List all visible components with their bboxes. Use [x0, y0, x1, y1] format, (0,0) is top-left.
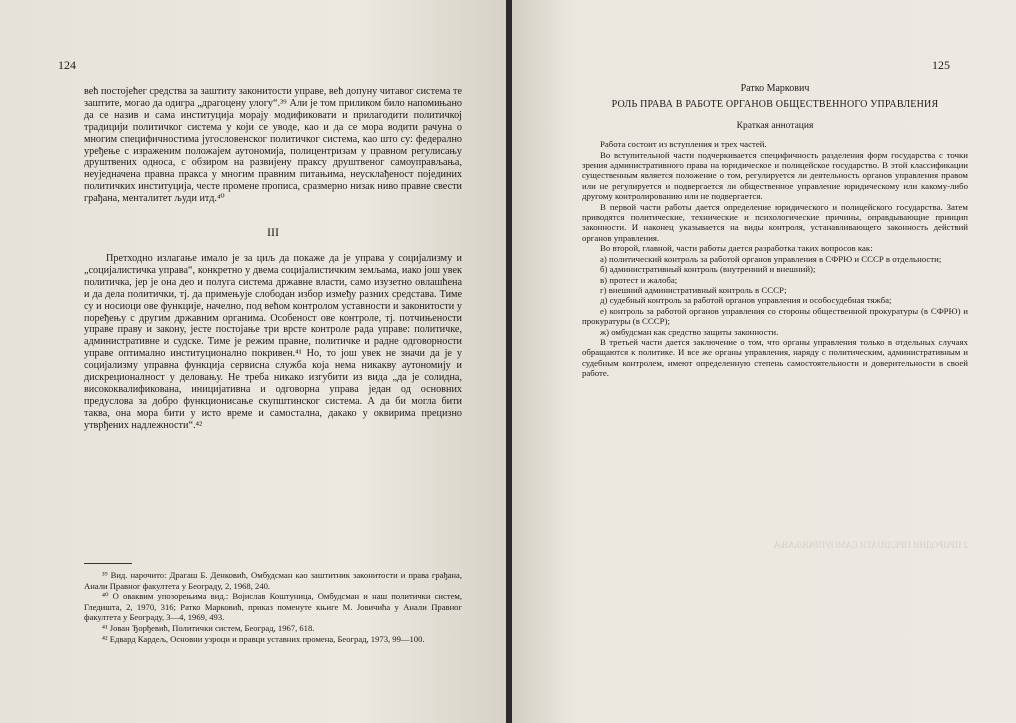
summary-paragraph: Во второй, главной, части работы дается разработка таких вопросов как:: [600, 243, 873, 254]
footnote-41: ⁴¹ Јован Ђорђевић, Политички систем, Београд, 1967, 618.: [102, 622, 315, 633]
page-number-right: 125: [932, 58, 950, 72]
summary-list-item: д) судебный контроль за работой органов управления и особосудебная тяжба;: [600, 295, 892, 306]
left-paragraph-2: Претходно излагање имало је за циљ да покаже да је управа у социјализму и „социјалистичка управа“, конкретно у двема социјалистичким земљама, иако још увек политичка, јер је она део и полуга система државне власти, само изузетно овлашћена и да дела политички, тј. да примењује слободан избор између разних средстава. Тиме су и носиоци ове функције, начелно, под већом контролом уставности и законитости у поређењу с другим државним органима. Особеност ове контроле, тј. потчињености управе праву и закону, јесте постојање три врсте контроле рада управе: политичке, административне и судске. Тиме је режим правне, политичке и радне одговорности управе оптимално институционално покривен.⁴¹ Но, то још увек не значи да је у социјализму управна функција сервисна служба која нема никакву аутономију и дискреционалност у деловању. Не треба никако изгубити из вида „да је солидна, висококвалификована, иницијативна и одговорна управа један од основних предуслова за добро функционисање скупштинског система. А да би могла бити таква, она мора бити у исто време и самостална, дакако у оквирима прецизно утврђених надлежности“.⁴²: [84, 252, 462, 431]
section-number: III: [267, 225, 279, 240]
abstract-heading: Краткая аннотация: [736, 120, 814, 131]
summary-list-item: г) внешний административный контроль в СССР;: [600, 284, 787, 295]
footnote-42: ⁴² Едвард Кардељ, Основни узроци и правци уставних промена, Београд, 1973, 99—100.: [102, 633, 425, 644]
footnotes: [84, 563, 462, 644]
footnote-40: ⁴⁰ О оваквим упозорењима вид.: Војислав Коштуница, Омбудсман и наш политички систем, Гледишта, 2, 1970, 316; Ратко Марковић, приказ поменуте књиге М. Јовичића у Анали Правног факултета у Београду, 3—4, 1969, 493.: [84, 591, 462, 623]
summary-list-item: б) административный контроль (внутренний и внешний);: [600, 264, 816, 275]
author-name: Ратко Маркович: [740, 83, 810, 94]
summary-paragraph: В третьей части дается заключение о том, что органы управления только в отдельных случаях обращаются к политике. И все же органы управления, наряду с политическим, административным и судебным контролем, имеют определенную степень самостоятельности и доверительности в своей работе.: [582, 336, 968, 379]
summary-paragraph: В первой части работы дается определение юридического и полицейского государства. Затем приводятся политические, технические и психологические причины, оправдывающие принцип законности. И наконец указывается на виды контроля, устанавливающего законность действий органов управления.: [582, 201, 968, 243]
left-paragraph-1: већ постојећег средства за заштиту законитости управе, већ допуну читавог система те заштите, могао да одигра „драгоцену улогу“.³⁹ Али је том приликом било напомињано да се назив и сама институција морају модификовати и прилагодити политичкој традицији политичког система у који се уводе, као и да се мора водити рачуна о многим специфичностима југословенског политичког система, као што су: федерално уређење с израженим положајем аутономија, полицентризам у правном регулисању друштвених односа, с обзиром на развијену праксу друштвеног самоуправљања, неуједначена правна пракса у многим правним питањима, неусклађеност појединих политичких институција, честе промене прописа, сразмерно низак ниво правне свести грађана, менталитет људи итд.⁴⁰: [84, 86, 462, 205]
right-page: [512, 0, 1016, 723]
right-page-body: [582, 84, 968, 379]
summary-list-item: а) политический контроль за работой органов управления в СФРЮ и СССР в отдельности;: [600, 253, 942, 264]
article-title: РОЛЬ ПРАВА В РАБОТЕ ОРГАНОВ ОБЩЕСТВЕННОГО УПРАВЛЕНИЯ: [611, 99, 939, 111]
bleed-through-text: 2 ПРИРОДНИ ПРЕДИЈАТИ САМОУПРАВЉАЊА: [773, 540, 968, 550]
summary-paragraph: Во вступительной части подчеркивается специфичность разделения форм государства с точки зрения административного права на юридическое и полицейское государство. В этой классификации существенным является положение о том, регулируется ли деятельность органов управления правом или не регулируется и подвергается ли общественное управление юридическому или какому-либо другому контролированию или не подвергается.: [582, 149, 968, 202]
summary-paragraph: Работа состоит из вступления и трех частей.: [600, 139, 767, 150]
page-number-left: 124: [58, 58, 76, 72]
summary-list-item: в) протест и жалоба;: [600, 274, 678, 285]
footnote-39: ³⁹ Вид. нарочито: Драгаш Б. Денковић, Омбудсман као заштитник законитости и права грађана, Анали Правног факултета у Београду, 2, 1968, 240.: [84, 570, 462, 591]
summary-list-item: е) контроль за работой органов управления со стороны общественной прокуратуры (в СФРЮ) и прокуратуры (в СССР);: [582, 305, 968, 327]
summary-list-item: ж) омбудсман как средство защиты законности.: [600, 326, 779, 337]
footnote-rule: [84, 563, 132, 564]
left-page-body: [84, 86, 462, 432]
